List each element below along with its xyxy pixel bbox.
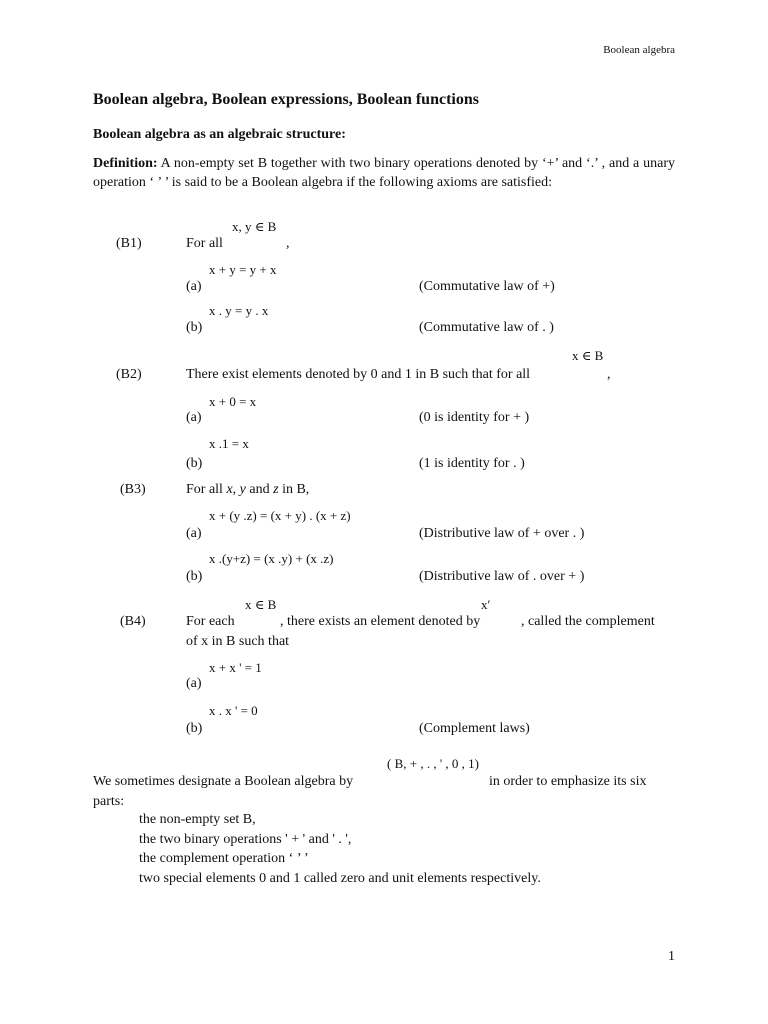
- closing-text-pre: We sometimes designate a Boolean algebra by: [93, 774, 354, 789]
- page-number: 1: [668, 949, 675, 964]
- closing-line2: parts:: [93, 794, 125, 809]
- b4a-label: (a): [186, 676, 202, 691]
- axiom-b3-intro: [186, 482, 309, 498]
- b2a-law: (0 is identity for + ): [419, 410, 530, 425]
- b3a-law: (Distributive law of + over . ): [419, 526, 585, 541]
- b2b-law: (1 is identity for . ): [419, 456, 525, 471]
- list-item: the non-empty set B,: [139, 812, 256, 827]
- b2b-formula: x .1 = x: [209, 436, 249, 451]
- b3b-law: (Distributive law of . over + ): [419, 569, 585, 584]
- b4-set-formula: x ∈ B: [245, 597, 277, 612]
- b3b-formula: x .(y+z) = (x .y) + (x .z): [209, 551, 334, 566]
- b3-sep1: ,: [232, 482, 240, 497]
- axiom-b2-intro: There exist elements denoted by 0 and 1 in B such that for all: [186, 367, 531, 382]
- list-item: two special elements 0 and 1 called zero and unit elements respectively.: [139, 871, 541, 886]
- boolean-algebra-tuple: ( B, + , . , ' , 0 , 1): [387, 756, 480, 771]
- b2b-label: (b): [186, 456, 203, 471]
- axiom-b4-label: (B4): [120, 614, 146, 629]
- b3-intro-pre: For all: [186, 482, 227, 497]
- b3-sep2: and: [245, 482, 274, 497]
- b2-set-formula: x ∈ B: [572, 348, 604, 363]
- b2a-formula: x + 0 = x: [209, 394, 257, 409]
- b2a-label: (a): [186, 410, 202, 425]
- b4b-law: (Complement laws): [419, 721, 530, 736]
- axiom-b1-label: (B1): [116, 236, 142, 251]
- page-title: Boolean algebra, Boolean expressions, Boolean functions: [93, 91, 479, 108]
- b1a-formula: x + y = y + x: [209, 262, 277, 277]
- section-heading: Boolean algebra as an algebraic structure:: [93, 127, 346, 142]
- running-header: Boolean algebra: [603, 44, 675, 56]
- definition-paragraph: [93, 154, 675, 192]
- b3-intro-post: in B,: [278, 482, 310, 497]
- definition-text: A non-empty set B together with two binary operations denoted by ‘+’ and ‘.’ , and a unary operation ‘ ’ ’ is said to be a Boolean algebra if the following axioms are satisfied:: [93, 156, 675, 190]
- b1b-formula: x . y = y . x: [209, 303, 269, 318]
- axiom-b2-comma: ,: [607, 367, 611, 382]
- list-item: the two binary operations ' + ' and ' . ',: [139, 832, 352, 847]
- axiom-b3-label: (B3): [120, 482, 146, 497]
- b1b-law: (Commutative law of . ): [419, 320, 554, 335]
- b1a-law: (Commutative law of +): [419, 279, 555, 294]
- axiom-b4-intro-post: , called the complement: [521, 614, 655, 629]
- list-item: the complement operation ‘ ’ ’: [139, 851, 309, 866]
- axiom-b4-intro-pre: For each: [186, 614, 235, 629]
- b4a-formula: x + x ' = 1: [209, 660, 262, 675]
- b3-var-y: y: [239, 482, 246, 497]
- axiom-b4-intro-mid: , there exists an element denoted by: [280, 614, 481, 629]
- b1a-label: (a): [186, 279, 202, 294]
- b4b-formula: x . x ' = 0: [209, 703, 258, 718]
- axiom-b1-comma: ,: [286, 236, 290, 251]
- definition-label: Definition:: [93, 156, 158, 171]
- b3a-label: (a): [186, 526, 202, 541]
- b3a-formula: x + (y .z) = (x + y) . (x + z): [209, 508, 351, 523]
- closing-text-post: in order to emphasize its six: [489, 774, 647, 789]
- b4-complement-formula: x′: [481, 597, 491, 612]
- axiom-b2-label: (B2): [116, 367, 142, 382]
- b4b-label: (b): [186, 721, 203, 736]
- b3b-label: (b): [186, 569, 203, 584]
- b1-set-formula: x, y ∈ B: [232, 219, 277, 234]
- axiom-b4-line2: of x in B such that: [186, 634, 290, 649]
- b3-var-z: z: [273, 482, 279, 497]
- b1b-label: (b): [186, 320, 203, 335]
- b3-var-x: x: [226, 482, 233, 497]
- axiom-b1-intro: For all: [186, 236, 223, 251]
